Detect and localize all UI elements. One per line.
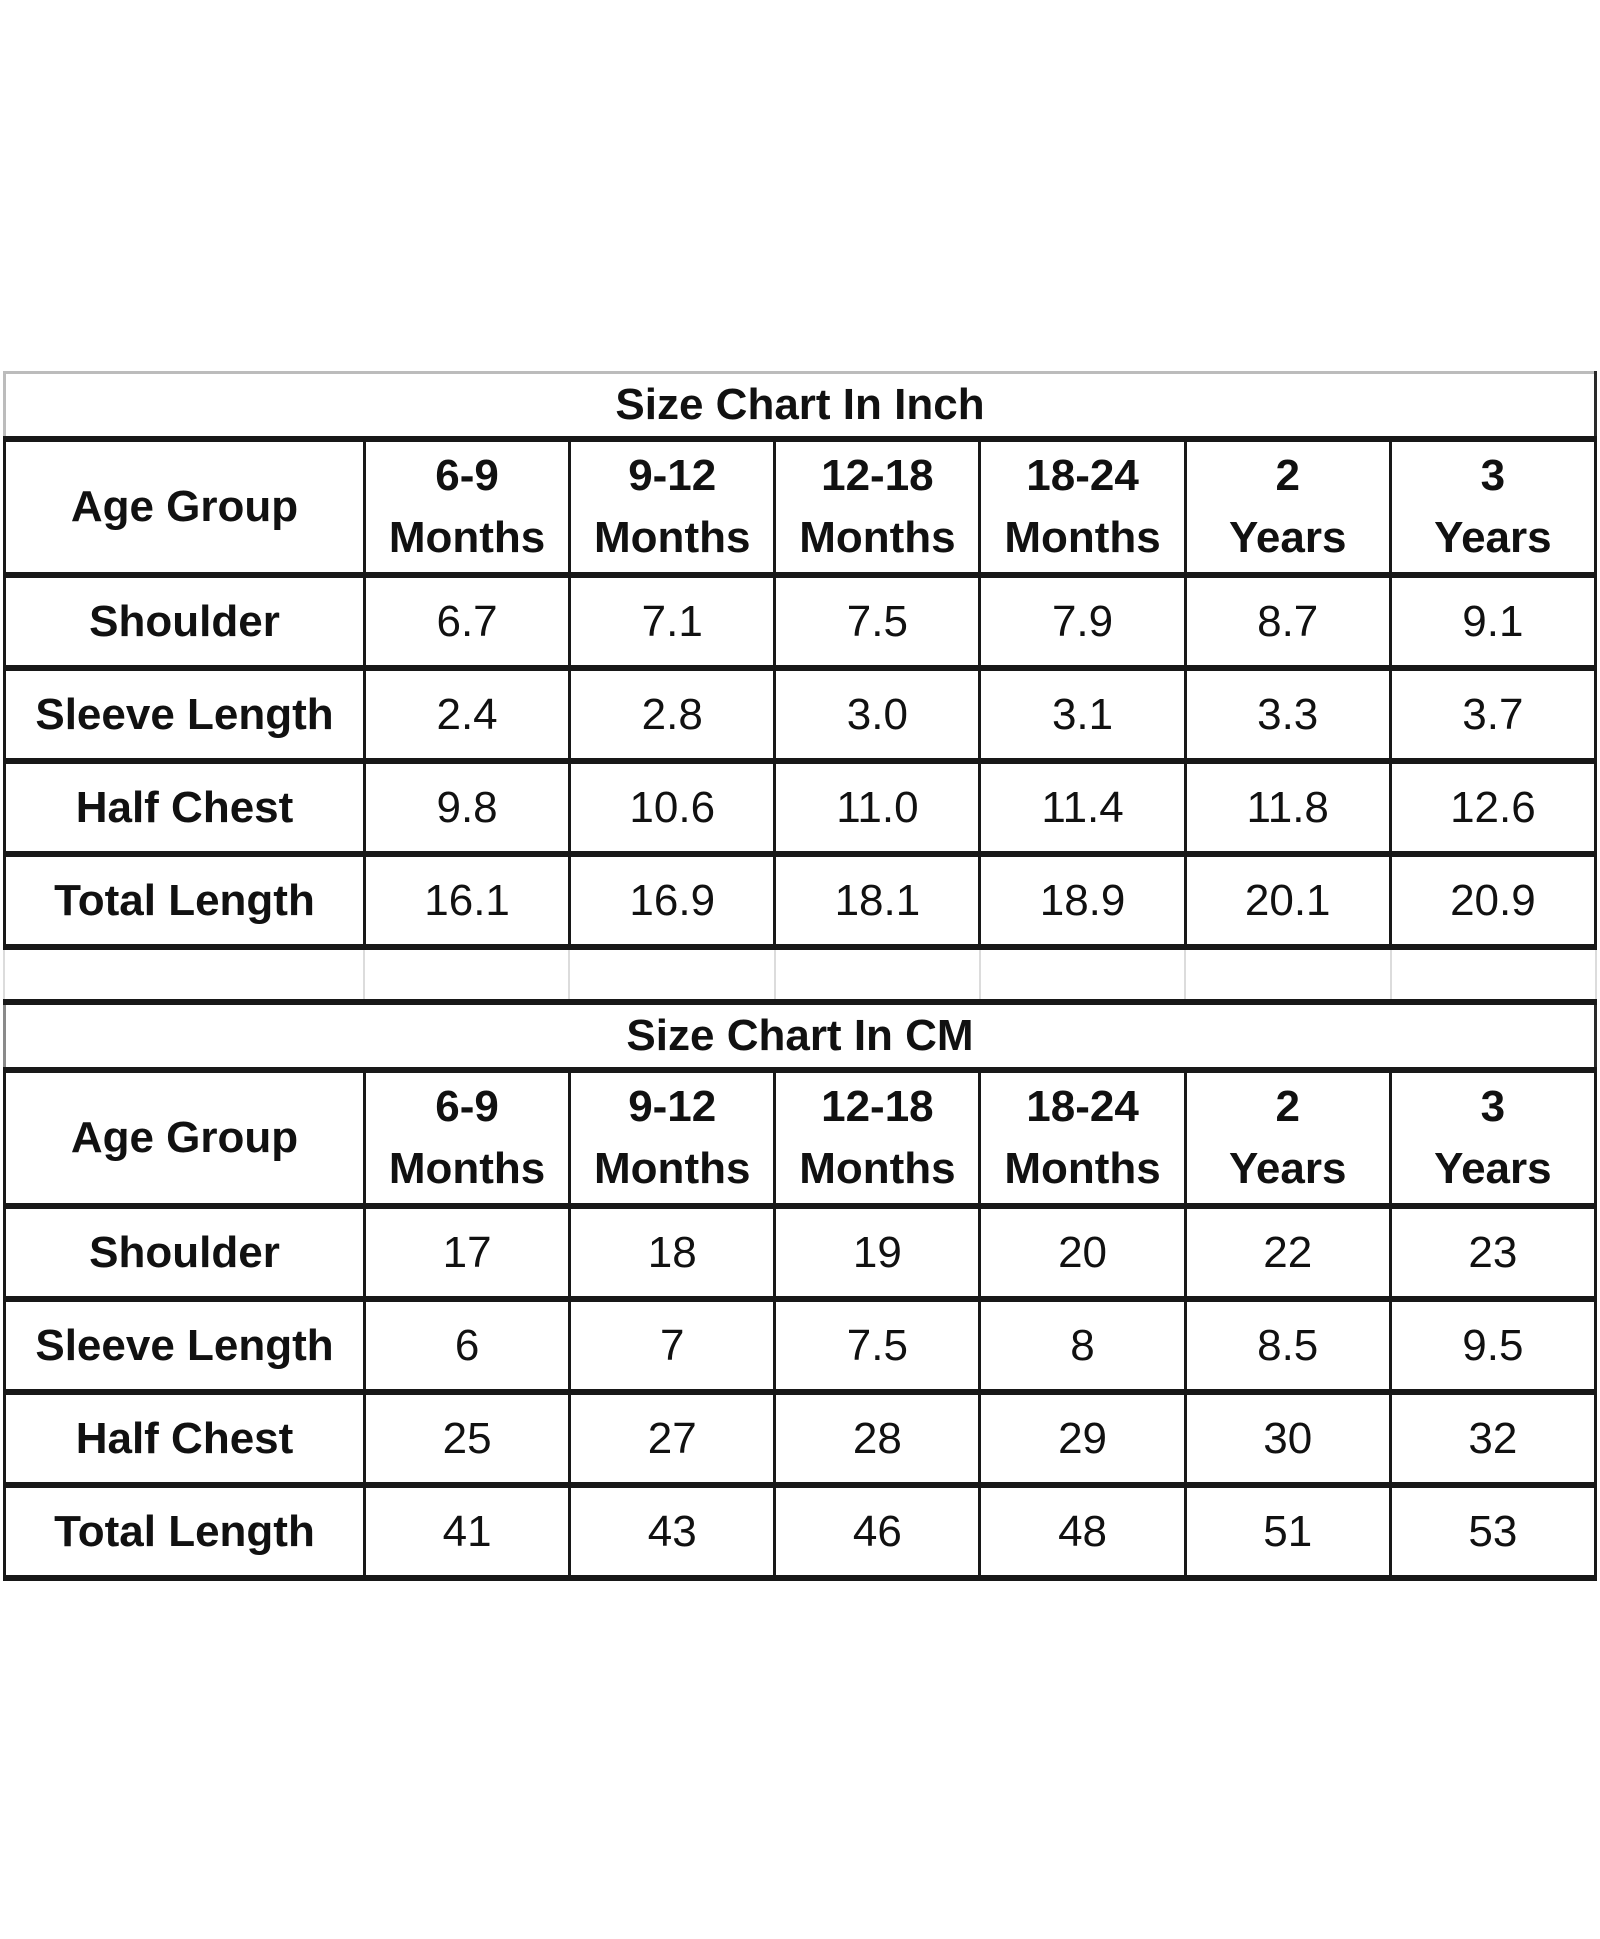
value-cell: 9.1: [1390, 575, 1595, 668]
spacer-cell: [980, 950, 1185, 999]
column-header-cell: [775, 1070, 980, 1206]
value-cell: 41: [365, 1485, 570, 1578]
value-cell: 19: [775, 1206, 980, 1299]
column-header-line: Years: [1228, 513, 1347, 562]
value-cell: 11.4: [980, 761, 1185, 854]
table-row: [5, 1392, 1596, 1485]
value-cell: 16.1: [365, 854, 570, 947]
value-cell: 20.1: [1185, 854, 1390, 947]
table-row: [5, 1299, 1596, 1392]
table-row: [5, 761, 1596, 854]
value-cell: 7.5: [775, 1299, 980, 1392]
value-cell: 3.0: [775, 668, 980, 761]
column-header-row: [5, 439, 1596, 575]
value-cell: 43: [570, 1485, 775, 1578]
column-header-cell: [570, 1070, 775, 1206]
spacer-cell: [1185, 950, 1390, 999]
row-label-cell: Shoulder: [5, 575, 365, 668]
column-header-cell: [365, 439, 570, 575]
value-cell: 25: [365, 1392, 570, 1485]
size-chart-cm-table: [3, 999, 1597, 1581]
spacer-cell: [4, 950, 364, 999]
column-header-line: Months: [388, 1144, 546, 1193]
age-group-header-cell: Age Group: [5, 1070, 365, 1206]
value-cell: 51: [1185, 1485, 1390, 1578]
row-label-cell: Total Length: [5, 854, 365, 947]
value-cell: 20.9: [1390, 854, 1595, 947]
value-cell: 11.0: [775, 761, 980, 854]
table-row: [5, 854, 1596, 947]
column-header-line: 9-12: [628, 1081, 717, 1131]
spacer-cell: [364, 950, 569, 999]
column-header-line: Years: [1434, 513, 1552, 562]
spacer-cell: [775, 950, 980, 999]
column-header-row: [5, 1070, 1596, 1206]
value-cell: 9.5: [1390, 1299, 1595, 1392]
column-header-line: 12-18: [821, 1081, 934, 1131]
value-cell: 29: [980, 1392, 1185, 1485]
value-cell: 8.5: [1185, 1299, 1390, 1392]
table-title-row: [5, 1002, 1596, 1070]
column-header-line: 9-12: [628, 450, 717, 500]
size-chart-inch-section: [3, 371, 1597, 950]
table-row: [5, 1485, 1596, 1578]
column-header-cell: [980, 1070, 1185, 1206]
column-header-line: 18-24: [1026, 1081, 1139, 1131]
value-cell: 2.4: [365, 668, 570, 761]
value-cell: 6.7: [365, 575, 570, 668]
column-header-line: Months: [799, 1144, 956, 1193]
value-cell: 28: [775, 1392, 980, 1485]
value-cell: 11.8: [1185, 761, 1390, 854]
column-header-cell: [570, 439, 775, 575]
value-cell: 18.9: [980, 854, 1185, 947]
value-cell: 18.1: [775, 854, 980, 947]
value-cell: 2.8: [570, 668, 775, 761]
value-cell: 12.6: [1390, 761, 1595, 854]
column-header-cell: [1390, 1070, 1595, 1206]
table-spacer: [3, 950, 1597, 999]
column-header-line: 6-9: [435, 450, 499, 500]
table-title: Size Chart In CM: [5, 1002, 1596, 1070]
value-cell: 53: [1390, 1485, 1595, 1578]
value-cell: 7.1: [570, 575, 775, 668]
value-cell: 46: [775, 1485, 980, 1578]
spacer-table: [3, 950, 1597, 999]
column-header-line: Months: [594, 1144, 751, 1193]
value-cell: 32: [1390, 1392, 1595, 1485]
column-header-cell: [1390, 439, 1595, 575]
table-title-row: [5, 373, 1596, 440]
value-cell: 10.6: [570, 761, 775, 854]
value-cell: 27: [570, 1392, 775, 1485]
value-cell: 7.5: [775, 575, 980, 668]
value-cell: 3.7: [1390, 668, 1595, 761]
row-label-cell: Shoulder: [5, 1206, 365, 1299]
value-cell: 23: [1390, 1206, 1595, 1299]
row-label-cell: Half Chest: [5, 761, 365, 854]
spacer-cell: [1391, 950, 1596, 999]
spacer-row: [4, 950, 1596, 999]
value-cell: 6: [365, 1299, 570, 1392]
value-cell: 9.8: [365, 761, 570, 854]
column-header-line: 6-9: [435, 1081, 499, 1131]
age-group-header-cell: Age Group: [5, 439, 365, 575]
column-header-cell: [365, 1070, 570, 1206]
value-cell: 30: [1185, 1392, 1390, 1485]
column-header-cell: [775, 439, 980, 575]
column-header-cell: [980, 439, 1185, 575]
column-header-line: Months: [1004, 1144, 1161, 1193]
value-cell: 18: [570, 1206, 775, 1299]
spacer-cell: [569, 950, 774, 999]
table-row: [5, 668, 1596, 761]
row-label-cell: Total Length: [5, 1485, 365, 1578]
value-cell: 7.9: [980, 575, 1185, 668]
column-header-line: Years: [1228, 1144, 1347, 1193]
size-chart-inch-table: [3, 371, 1597, 950]
column-header-cell: [1185, 439, 1390, 575]
table-row: [5, 1206, 1596, 1299]
table-row: [5, 575, 1596, 668]
column-header-line: Months: [388, 513, 546, 562]
value-cell: 22: [1185, 1206, 1390, 1299]
row-label-cell: Sleeve Length: [5, 668, 365, 761]
value-cell: 20: [980, 1206, 1185, 1299]
value-cell: 8.7: [1185, 575, 1390, 668]
row-label-cell: Half Chest: [5, 1392, 365, 1485]
size-chart-cm-section: [3, 999, 1597, 1581]
value-cell: 3.3: [1185, 668, 1390, 761]
value-cell: 17: [365, 1206, 570, 1299]
value-cell: 8: [980, 1299, 1185, 1392]
column-header-line: 2: [1275, 1081, 1300, 1131]
value-cell: 3.1: [980, 668, 1185, 761]
column-header-line: 18-24: [1026, 450, 1139, 500]
column-header-line: Years: [1434, 1144, 1552, 1193]
value-cell: 7: [570, 1299, 775, 1392]
size-chart-sheet: [3, 371, 1597, 1581]
column-header-line: 12-18: [821, 450, 934, 500]
column-header-line: Months: [594, 513, 751, 562]
column-header-line: 2: [1275, 450, 1300, 500]
value-cell: 16.9: [570, 854, 775, 947]
table-title: Size Chart In Inch: [5, 373, 1596, 440]
column-header-cell: [1185, 1070, 1390, 1206]
row-label-cell: Sleeve Length: [5, 1299, 365, 1392]
column-header-line: 3: [1480, 450, 1506, 500]
column-header-line: Months: [799, 513, 956, 562]
value-cell: 48: [980, 1485, 1185, 1578]
column-header-line: 3: [1480, 1081, 1506, 1131]
column-header-line: Months: [1004, 513, 1161, 562]
